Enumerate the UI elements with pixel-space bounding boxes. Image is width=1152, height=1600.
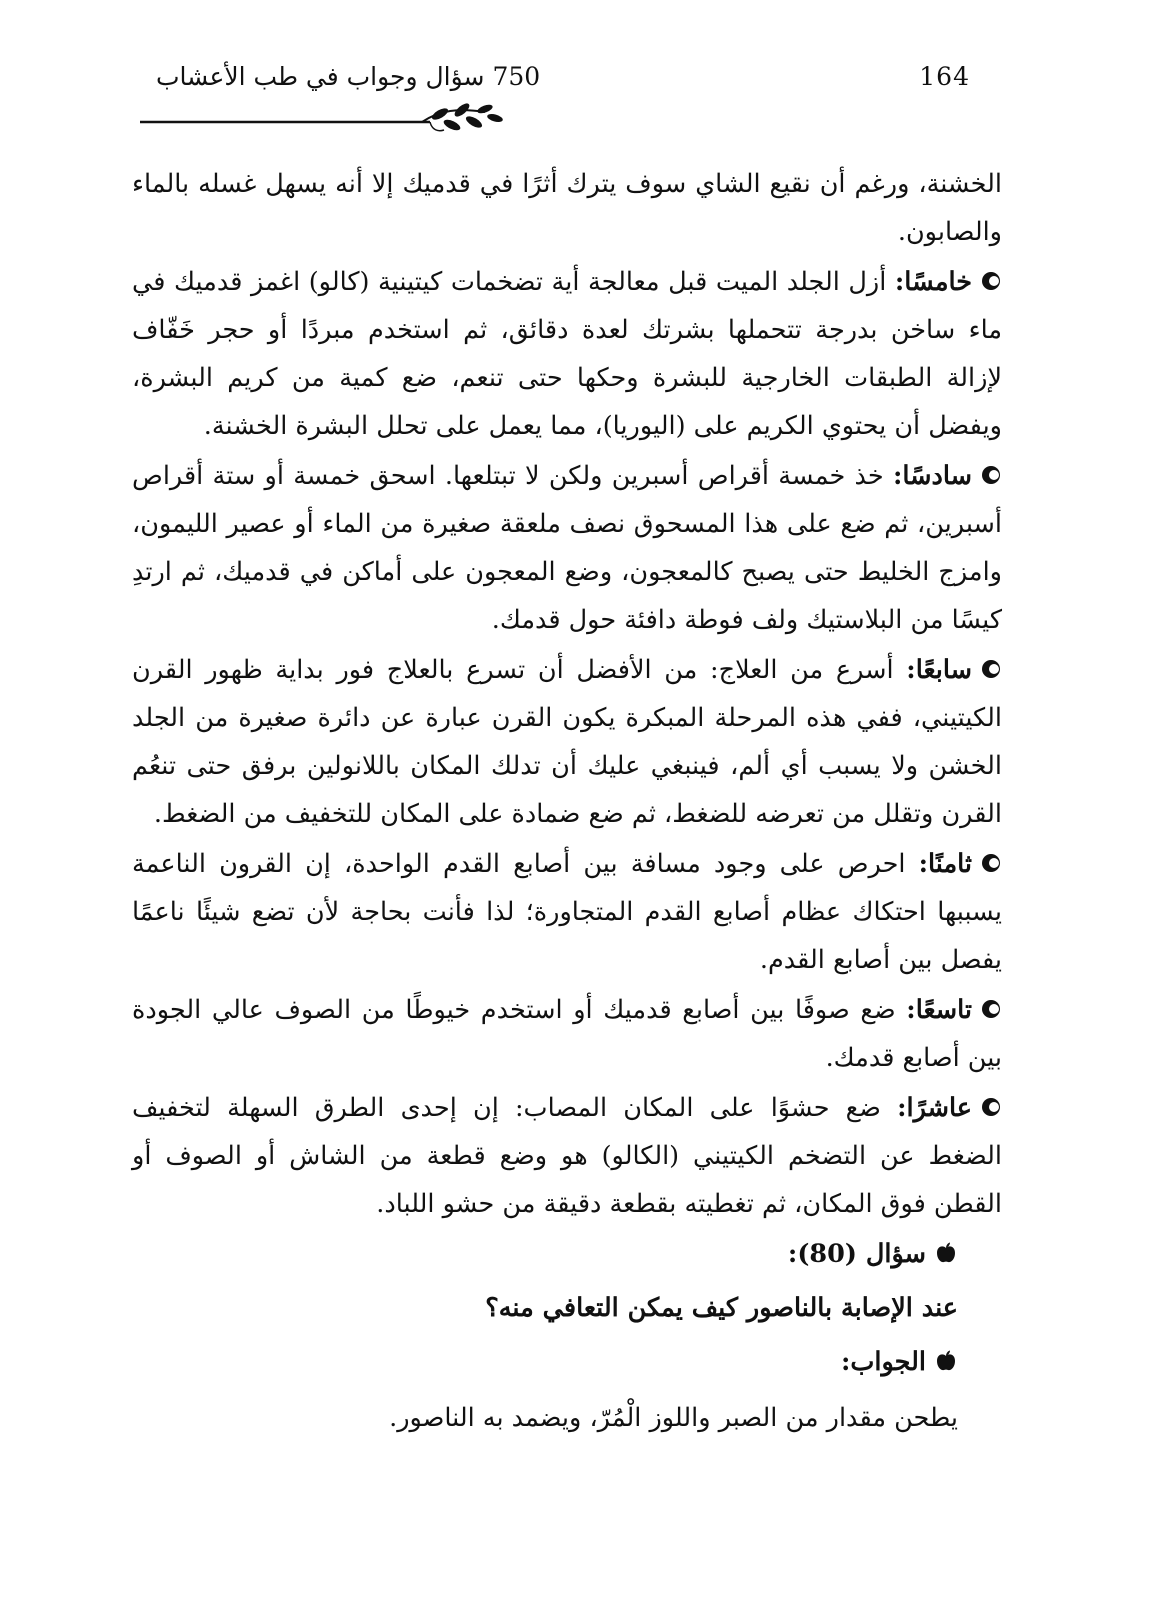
- item-heading: ثامنًا:: [918, 849, 972, 879]
- running-title: 750 سؤال وجواب في طب الأعشاب: [156, 62, 541, 91]
- list-item: [132, 840, 1002, 984]
- question-answer-block: [132, 1230, 1002, 1442]
- question-label: سؤال (80):: [787, 1239, 926, 1269]
- list-item: [132, 258, 1002, 450]
- item-text: ضع صوفًا بين أصابع قدميك أو استخدم خيوطًا من الصوف عالي الجودة بين أصابع قدمك.: [132, 995, 1002, 1073]
- page-number: 164: [919, 62, 970, 91]
- list-item: [132, 986, 1002, 1082]
- list-item: [132, 646, 1002, 838]
- item-text: ضع حشوًا على المكان المصاب: إن إحدى الطرق السهلة لتخفيف الضغط عن التضخم الكيتيني (الكالو) هو وضع قطعة من الشاش أو الصوف أو القطن فوق المكان، ثم تغطيته بقطعة دقيقة من حشو اللباد.: [132, 1093, 1002, 1219]
- item-heading: تاسعًا:: [906, 995, 973, 1025]
- item-heading: خامسًا:: [894, 267, 973, 297]
- page-body: [132, 160, 1002, 1444]
- item-text: احرص على وجود مسافة بين أصابع القدم الواحدة، إن القرون الناعمة يسببها احتكاك عظام أصابع القدم المتجاورة؛ لذا فأنت بحاجة لأن تضع شيئًا ناعمًا يفصل بين أصابع القدم.: [132, 849, 1002, 975]
- olive-branch-ornament-icon: [140, 100, 520, 140]
- page-header: [140, 58, 1000, 138]
- apple-icon: [934, 1349, 958, 1373]
- item-text: خذ خمسة أقراص أسبرين ولكن لا تبتلعها. اسحق خمسة أو ستة أقراص أسبرين، ثم ضع على هذا المسحوق نصف ملعقة صغيرة من الماء أو عصير الليمون، وامزج الخليط حتى يصبح كالمعجون، وضع المعجون على أماكن في قدميك، ثم ارتدِ كيسًا من البلاستيك ولف فوطة دافئة حول قدمك.: [132, 461, 1002, 635]
- item-heading: عاشرًا:: [897, 1093, 973, 1123]
- crescent-marker-icon: [980, 852, 1002, 874]
- crescent-marker-icon: [980, 464, 1002, 486]
- question-label-line: [132, 1230, 1002, 1278]
- crescent-marker-icon: [980, 270, 1002, 292]
- list-item: [132, 1084, 1002, 1228]
- item-text: أزل الجلد الميت قبل معالجة أية تضخمات كيتينية (كالو) اغمز قدميك في ماء ساخن بدرجة تتحملها بشرتك لعدة دقائق، ثم استخدم مبردًا أو حجر خَفّاف لإزالة الطبقات الخارجية للبشرة وحكها حتى تنعم، ضع كمية من كريم البشرة، ويفضل أن يحتوي الكريم على (اليوريا)، مما يعمل على تحلل البشرة الخشنة.: [132, 267, 1002, 441]
- apple-icon: [934, 1241, 958, 1265]
- question-text: عند الإصابة بالناصور كيف يمكن التعافي منه؟: [485, 1293, 958, 1323]
- answer-text: يطحن مقدار من الصبر واللوز الْمُرّ، ويضمد به الناصور.: [389, 1403, 958, 1433]
- item-heading: سابعًا:: [906, 655, 972, 685]
- crescent-marker-icon: [980, 998, 1002, 1020]
- crescent-marker-icon: [980, 658, 1002, 680]
- list-item: [132, 452, 1002, 644]
- item-heading: سادسًا:: [892, 461, 972, 491]
- answer-label-line: [132, 1338, 1002, 1386]
- crescent-marker-icon: [980, 1096, 1002, 1118]
- intro-paragraph: الخشنة، ورغم أن نقيع الشاي سوف يترك أثرًا في قدميك إلا أنه يسهل غسله بالماء والصابون.: [132, 169, 1002, 247]
- answer-label: الجواب:: [841, 1347, 926, 1377]
- item-text: أسرع من العلاج: من الأفضل أن تسرع بالعلاج فور بداية ظهور القرن الكيتيني، ففي هذه المرحلة المبكرة يكون القرن عبارة عن دائرة صغيرة من الجلد الخشن ولا يسبب أي ألم، فينبغي عليك أن تدلك المكان باللانولين برفق حتى تنعُم القرن وتقلل من تعرضه للضغط، ثم ضع ضمادة على المكان للتخفيف من الضغط.: [132, 655, 1002, 829]
